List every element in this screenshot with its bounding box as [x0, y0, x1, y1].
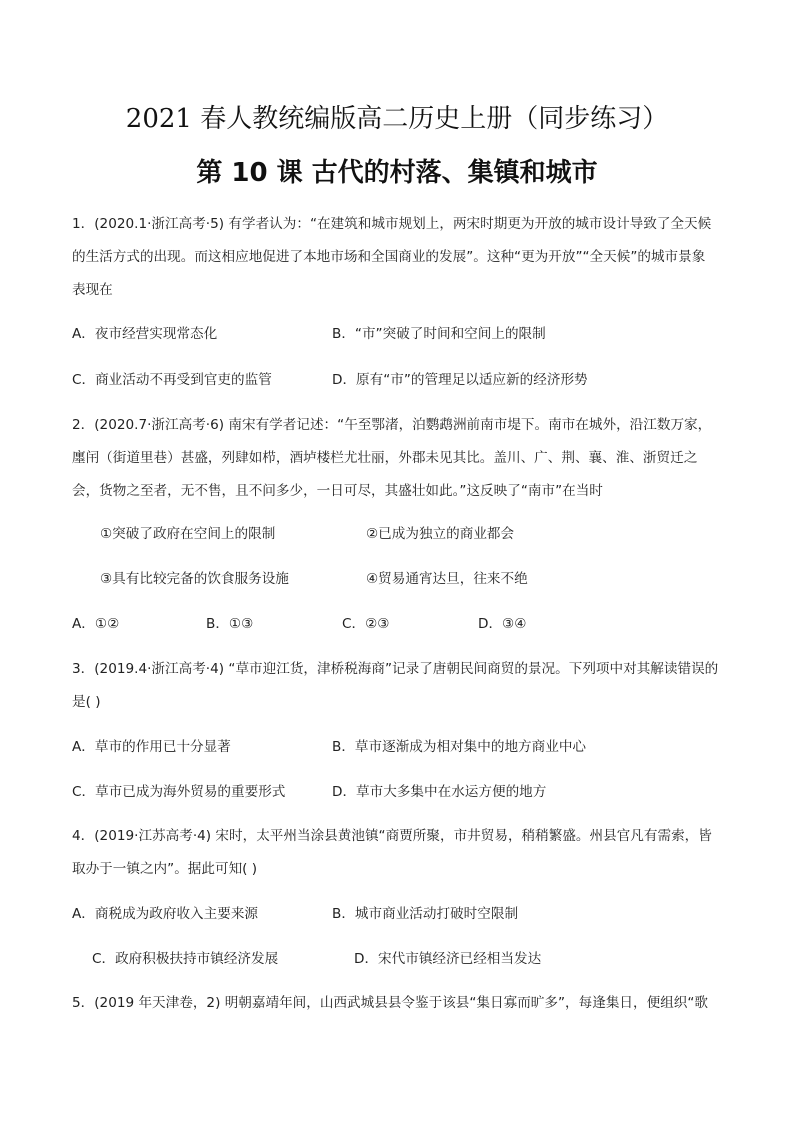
q4-option-c: C．政府积极扶持市镇经济发展 [92, 951, 279, 967]
q5-stem-line-1: 5．(2019 年天津卷，2) 明朝嘉靖年间，山西武城县县令鉴于该县“集日寡而旷多”，每逢集日，便组织“歌 [72, 995, 709, 1011]
q4-option-a: A．商税成为政府收入主要来源 [72, 906, 259, 922]
q4-option-d: D．宋代市镇经济已经相当发达 [354, 951, 542, 967]
q1-option-a: A．夜市经营实现常态化 [72, 326, 218, 342]
page-title: 2021 春人教统编版高二历史上册（同步练习） [125, 104, 669, 134]
q3-option-d: D．草市大多集中在水运方便的地方 [332, 784, 547, 800]
q2-item-3: ③具有比较完备的饮食服务设施 [100, 571, 289, 587]
q2-stem-line-3: 会，货物之至者，无不售，且不问多少，一日可尽，其盛壮如此。”这反映了“南市”在当时 [72, 483, 603, 499]
lesson-title: 第 10 课 古代的村落、集镇和城市 [196, 158, 598, 188]
q3-option-b: B．草市逐渐成为相对集中的地方商业中心 [332, 739, 587, 755]
q4-stem-line-2: 取办于一镇之内”。据此可知( ) [72, 861, 258, 877]
q2-item-1: ①突破了政府在空间上的限制 [100, 526, 276, 542]
q3-stem-line-2: 是( ) [72, 694, 101, 710]
q1-option-d: D．原有“市”的管理足以适应新的经济形势 [332, 372, 588, 388]
q3-option-c: C．草市已成为海外贸易的重要形式 [72, 784, 286, 800]
q2-option-d: D．③④ [478, 616, 527, 632]
q2-item-2: ②已成为独立的商业都会 [366, 526, 515, 542]
q1-stem-line-1: 1．(2020.1·浙江高考·5) 有学者认为：“在建筑和城市规划上，两宋时期更为开放的城市设计导致了全天候 [72, 216, 712, 232]
q2-option-c: C．②③ [342, 616, 390, 632]
q4-stem-line-1: 4．(2019·江苏高考·4) 宋时，太平州当涂县黄池镇“商贾所聚，市井贸易，稍稍繁盛。州县官凡有需索，皆 [72, 828, 712, 844]
q3-stem-line-1: 3．(2019.4·浙江高考·4) “草市迎江货，津桥税海商”记录了唐朝民间商贸的景况。下列项中对其解读错误的 [72, 661, 719, 677]
q4-option-b: B．城市商业活动打破时空限制 [332, 906, 519, 922]
q1-stem-line-2: 的生活方式的出现。而这相应地促进了本地市场和全国商业的发展”。这种“更为开放”“全天候”的城市景象 [72, 249, 706, 265]
q3-option-a: A．草市的作用已十分显著 [72, 739, 231, 755]
q2-option-a: A．①② [72, 616, 120, 632]
q2-stem-line-1: 2．(2020.7·浙江高考·6) 南宋有学者记述：“午至鄂渚，泊鹦鹉洲前南市堤下。南市在城外，沿江数万家， [72, 417, 712, 433]
q2-option-b: B．①③ [206, 616, 254, 632]
q1-option-b: B．“市”突破了时间和空间上的限制 [332, 326, 546, 342]
q1-option-c: C．商业活动不再受到官吏的监管 [72, 372, 272, 388]
q1-stem-line-3: 表现在 [72, 282, 113, 298]
q2-item-4: ④贸易通宵达旦，往来不绝 [366, 571, 528, 587]
q2-stem-line-2: 廛闬（街道里巷）甚盛，列肆如栉，酒垆楼栏尤壮丽，外郡未见其比。盖川、广、荆、襄、淮、浙贸迁之 [72, 450, 698, 466]
